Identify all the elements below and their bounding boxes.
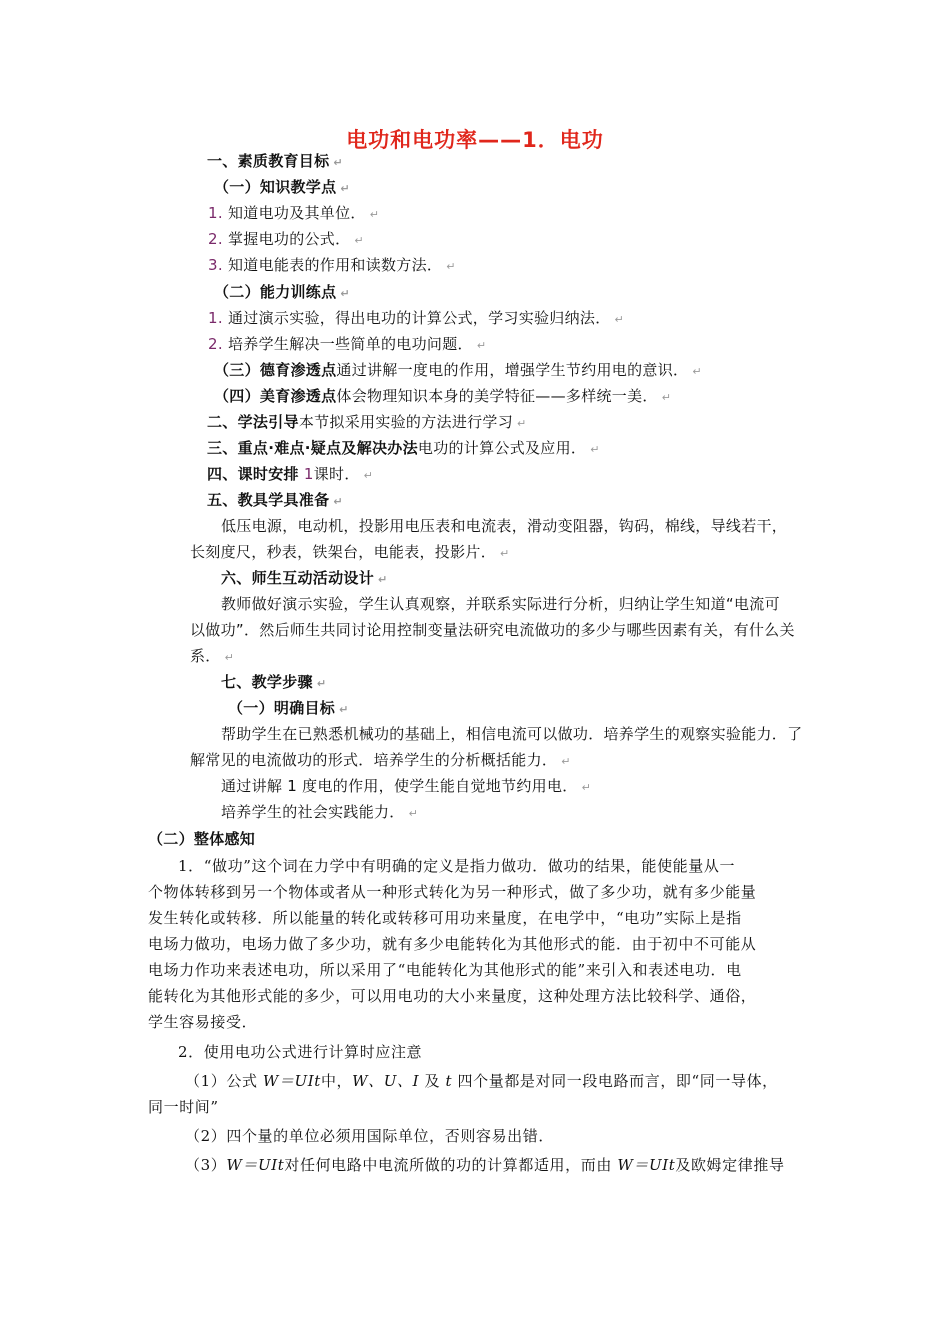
section-7-sub1-heading: （一）明确目标 ↵ [228,699,349,717]
body-line: （2）四个量的单位必须用国际单位，否则容易出错． [185,1127,554,1145]
body-line: 能转化为其他形式能的多少，可以用电功的大小来量度，这种处理方法比较科学、通俗， [148,987,757,1005]
section-7-line-1: 帮助学生在已熟悉机械功的基础上，相信电流可以做功．培养学生的观察实验能力．了 [221,725,803,743]
section-5-line-2: 长刻度尺，秒表，铁架台，电能表，投影片． ↵ [190,543,510,561]
body-line: 2．使用电功公式进行计算时应注意 [178,1043,423,1061]
body-line: 同一时间” [148,1098,219,1116]
body-line: 个物体转移到另一个物体或者从一种形式转化为另一种形式，做了多少功，就有多少能量 [148,883,757,901]
body-line: 发生转化或转移．所以能量的转化或转移可用功来量度，在电学中，“电功”实际上是指 [148,909,742,927]
section-7-line-4: 培养学生的社会实践能力． ↵ [221,803,419,821]
body-line: （1）公式 W＝UIt中，W、U、I 及 t 四个量都是对同一段电路而言，即“同一导体， [185,1072,778,1090]
section-4: 四、课时安排 1课时． ↵ [207,465,374,483]
body-line: （3）W＝UIt对任何电路中电流所做的功的计算都适用，而由 W＝UIt及欧姆定律推导 [185,1156,785,1174]
document-title: 电功和电功率——1．电功 [346,128,604,152]
section-3: 三、重点·难点·疑点及解决办法电功的计算公式及应用． ↵ [207,439,600,457]
body-line: 电场力做功，电场力做了多少功，就有多少电能转化为其他形式的能．由于初中不可能从 [148,935,757,953]
section-7-line-2: 解常见的电流做功的形式．培养学生的分析概括能力． ↵ [190,751,571,769]
list-item: 3. 知道电能表的作用和读数方法． ↵ [208,256,456,274]
section-5-line-1: 低压电源，电动机，投影用电压表和电流表，滑动变阻器，钩码，棉线，导线若干， [221,517,788,535]
section-1-sub2-heading: （二）能力训练点 ↵ [214,283,350,301]
body-line: 学生容易接受． [148,1013,258,1031]
body-line: 1．“做功”这个词在力学中有明确的定义是指力做功．做功的结果，能使能量从一 [178,857,736,875]
section-7-heading: 七、教学步骤 ↵ [221,673,327,691]
formula: W＝UIt [262,1072,321,1090]
section-2: 二、学法引导本节拟采用实验的方法进行学习 ↵ [207,413,527,431]
body-line: 电场力作功来表述电功，所以采用了“电能转化为其他形式的能”来引入和表述电功．电 [148,961,742,979]
section-6-heading: 六、师生互动活动设计 ↵ [221,569,388,587]
formula: W＝UIt [226,1156,285,1174]
section-6-line-3: 系． ↵ [190,647,235,665]
formula: W＝UIt [617,1156,676,1174]
section-6-line-1: 教师做好演示实验，学生认真观察，并联系实际进行分析，归纳让学生知道“电流可 [221,595,780,613]
list-item: 1. 知道电功及其单位． ↵ [208,204,380,222]
section-7-line-3: 通过讲解 1 度电的作用，使学生能自觉地节约用电． ↵ [221,777,592,795]
section-1-sub1-heading: （一）知识教学点 ↵ [214,178,350,196]
list-item: 2. 培养学生解决一些简单的电功问题． ↵ [208,335,487,353]
section-6-line-2: 以做功”．然后师生共同讨论用控制变量法研究电流做功的多少与哪些因素有关，有什么关 [190,621,795,639]
section-5-heading: 五、教具学具准备 ↵ [207,491,343,509]
section-8-heading: （二）整体感知 [148,830,256,848]
list-item: 2. 掌握电功的公式． ↵ [208,230,364,248]
list-item: 1. 通过演示实验，得出电功的计算公式，学习实验归纳法． ↵ [208,309,625,327]
section-1-sub3: （三）德育渗透点通过讲解一度电的作用，增强学生节约用电的意识． ↵ [214,361,702,379]
section-1-sub4: （四）美育渗透点体会物理知识本身的美学特征——多样统一美． ↵ [214,387,672,405]
section-1-heading: 一、素质教育目标 ↵ [207,152,343,170]
